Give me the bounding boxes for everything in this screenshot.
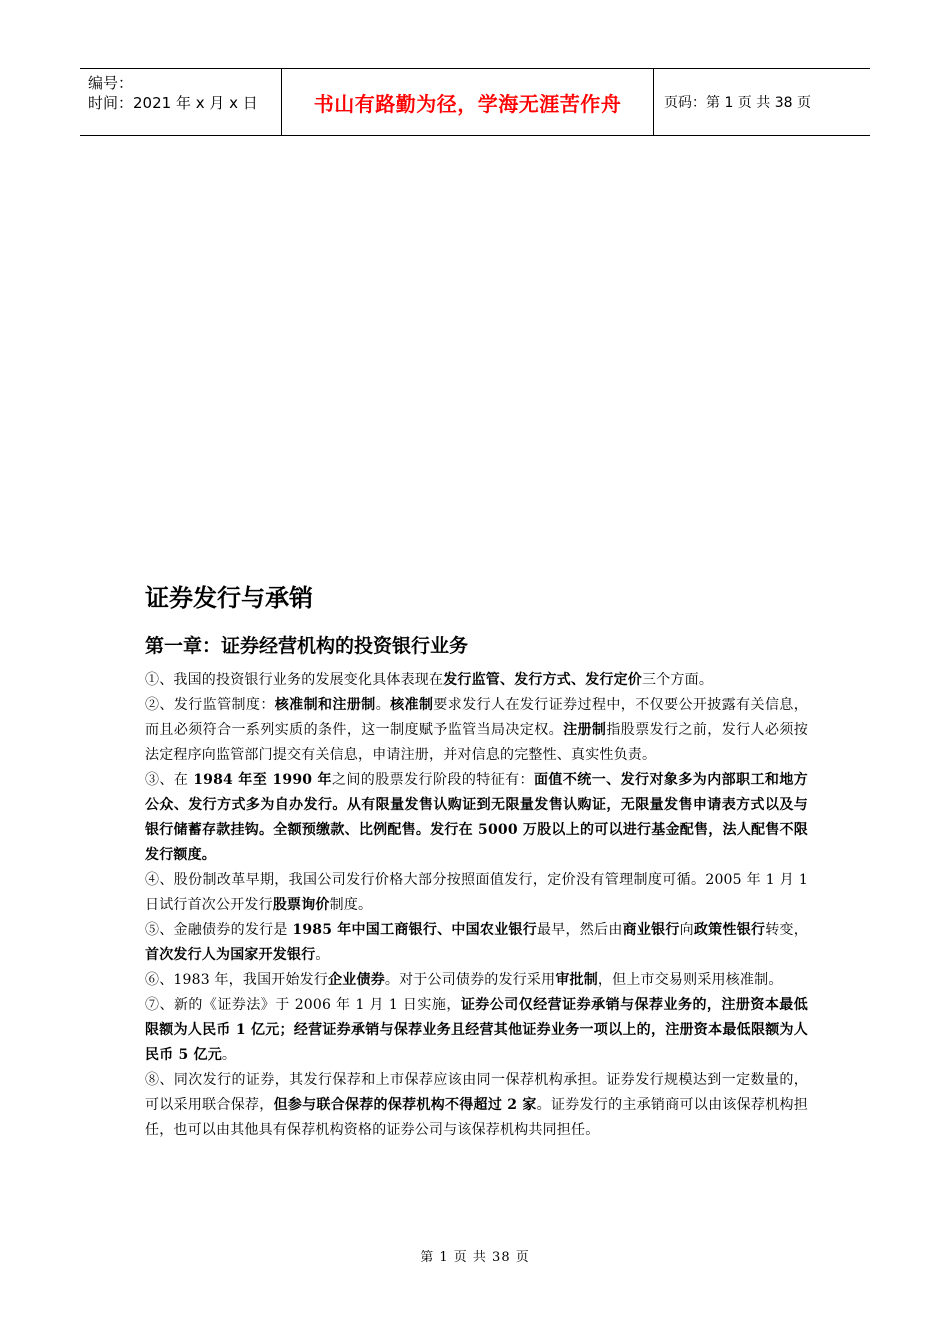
- text-run: 指股票发行之前，发行人必须按法定程序向监管部门提交有关信息，申请注册，并对信息的完整性、真实性负责。: [145, 722, 808, 763]
- bold-text-run: 审批制: [555, 972, 598, 988]
- header-motto-cell: [282, 69, 654, 135]
- bold-text-run: 政策性银行: [693, 922, 766, 938]
- paragraph-2: [145, 693, 808, 768]
- text-run: ⑤、金融债券的发行是: [145, 922, 293, 938]
- header-motto: 书山有路勤为径，学海无涯苦作舟: [313, 91, 622, 116]
- bold-text-run: 1984 年至 1990 年: [193, 772, 332, 788]
- bold-text-run: 股票询价: [272, 897, 330, 913]
- bold-text-run: 核准制和注册制: [274, 697, 376, 713]
- text-run: 之间的股票发行阶段的特征有：: [331, 772, 534, 788]
- bold-text-run: 证券公司仅经营证券承销与保荐业务的，注册资本最低限额为人民币 1 亿元；经营证券承销与保荐业务且经营其他证券业务一项以上的，注册资本最低限额为人民币 5 亿元: [145, 997, 808, 1063]
- text-run: 向: [679, 922, 694, 938]
- bold-text-run: 首次发行人为国家开发银行: [145, 947, 316, 963]
- text-run: 。: [221, 1047, 237, 1063]
- text-run: 。对于公司债券的发行采用: [384, 972, 556, 988]
- paragraph-3: [145, 768, 808, 868]
- paragraph-1: [145, 668, 808, 693]
- document-date: 时间：2021 年 x 月 x 日: [88, 94, 258, 112]
- bold-text-run: 但参与联合保荐的保荐机构不得超过 2 家: [273, 1097, 537, 1113]
- bold-text-run: 企业债券: [328, 972, 385, 988]
- header-page-info: 页码：第 1 页 共 38 页: [664, 95, 811, 111]
- text-run: ③、在: [145, 772, 194, 788]
- page-header: [80, 68, 870, 136]
- bold-text-run: 1985 年中国工商银行、中国农业银行: [292, 922, 537, 938]
- text-run: ①、我国的投资银行业务的发展变化具体表现在: [145, 672, 444, 688]
- paragraph-8: [145, 1068, 808, 1143]
- text-run: 最早，然后由: [537, 922, 623, 938]
- text-run: ⑥、1983 年，我国开始发行: [145, 972, 329, 988]
- document-number-label: 编号：: [88, 74, 134, 92]
- paragraph-list: [145, 668, 808, 1143]
- chapter-heading: 第一章：证券经营机构的投资银行业务: [145, 635, 469, 657]
- paragraph-7: [145, 993, 808, 1068]
- text-run: 。: [375, 697, 391, 713]
- text-run: ②、发行监管制度：: [145, 697, 275, 713]
- document-body: [145, 578, 808, 1143]
- text-run: ④、股份制改革早期，我国公司发行价格大部分按照面值发行，定价没有管理制度可循。2005 年 1 月 1 日试行首次公开发行: [145, 872, 808, 913]
- text-run: ⑧、同次发行的证券，其发行保荐和上市保荐应该由同一保荐机构承担。证券发行规模达到一定数量的，可以采用联合保荐，: [145, 1072, 808, 1113]
- document-title: 证券发行与承销: [145, 584, 313, 612]
- paragraph-5: [145, 918, 808, 968]
- text-run: 要求发行人在发行证券过程中，不仅要公开披露有关信息，而且必须符合一系列实质的条件，这一制度赋予监管当局决定权。: [145, 697, 808, 738]
- text-run: 。: [315, 947, 330, 963]
- bold-text-run: 注册制: [563, 722, 607, 738]
- text-run: ⑦、新的《证券法》于 2006 年 1 月 1 日实施，: [145, 997, 461, 1013]
- text-run: ，但上市交易则采用核准制。: [597, 972, 783, 988]
- paragraph-4: [145, 868, 808, 918]
- page-footer: 第 1 页 共 38 页: [420, 1250, 530, 1265]
- paragraph-6: [145, 968, 808, 993]
- bold-text-run: 发行监管、发行方式、发行定价: [443, 672, 643, 688]
- bold-text-run: 面值不统一、发行对象多为内部职工和地方公众、发行方式多为自办发行。从有限量发售认购证到无限量发售认购证，无限量发售申请表方式以及与银行储蓄存款挂钩。全额预缴款、比例配售。发行在 5000 万股以上的可以进行基金配售，法人配售不限发行额度。: [145, 772, 808, 863]
- bold-text-run: 商业银行: [622, 922, 680, 938]
- text-run: 制度。: [329, 897, 373, 913]
- header-meta: [80, 69, 282, 135]
- text-run: 三个方面。: [642, 672, 714, 688]
- bold-text-run: 核准制: [390, 697, 434, 713]
- text-run: 。证券发行的主承销商可以由该保荐机构担任，也可以由其他具有保荐机构资格的证券公司与该保荐机构共同担任。: [145, 1097, 808, 1138]
- text-run: 转变，: [765, 922, 808, 938]
